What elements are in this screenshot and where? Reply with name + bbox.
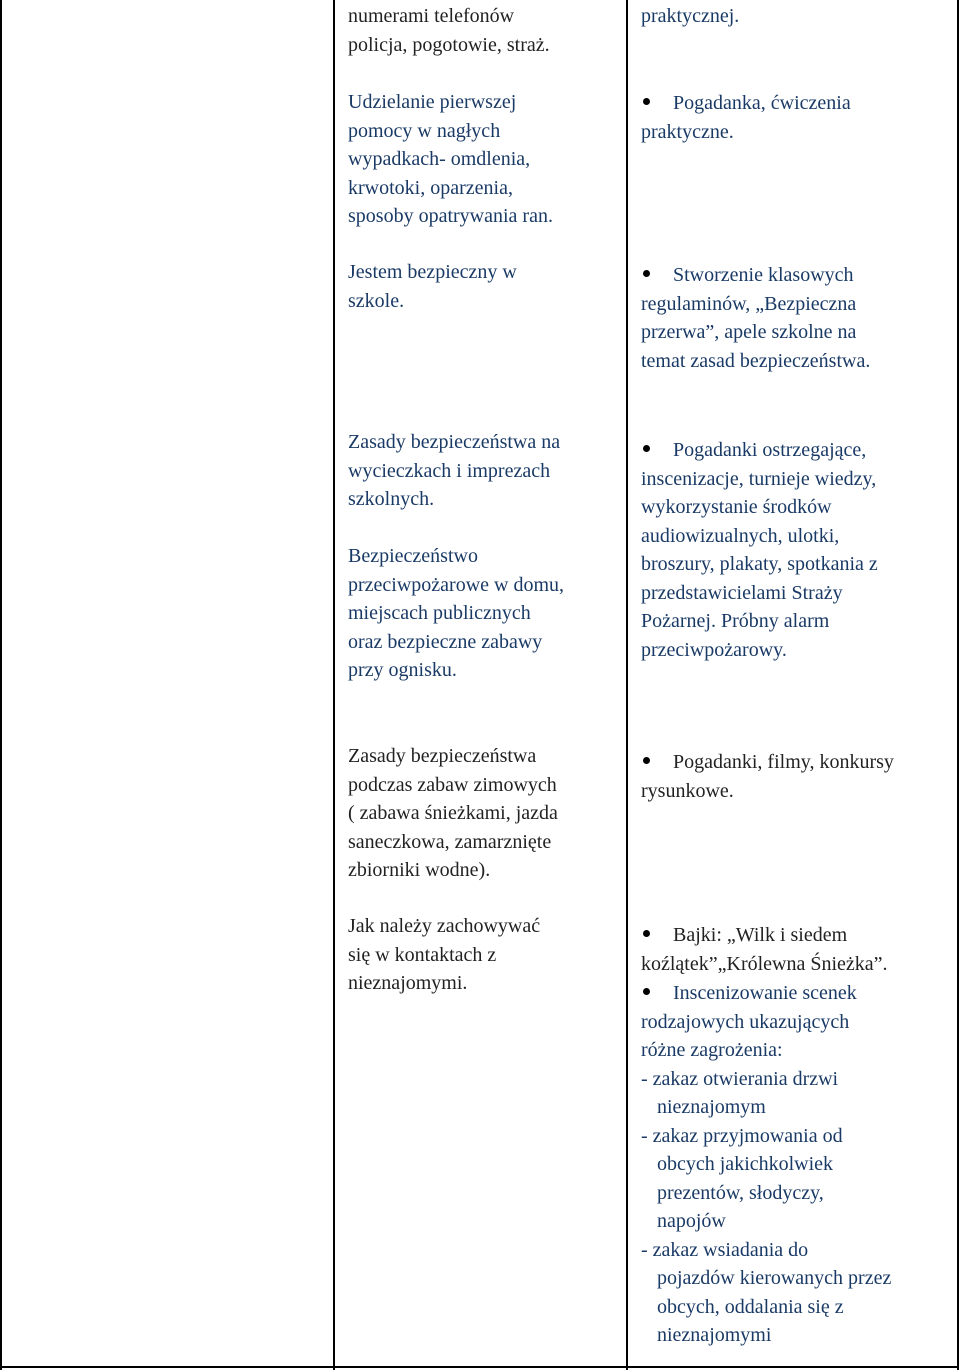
text-line: Pożarnej. Próbny alarm <box>641 610 830 632</box>
method-scenes <box>641 979 951 1350</box>
text-line: Stworzenie klasowych <box>673 264 854 286</box>
topic-strangers <box>348 912 618 998</box>
text-line: obcych jakichkolwiek <box>657 1153 834 1175</box>
text-line: Pogadanka, ćwiczenia <box>673 92 851 114</box>
text-line: różne zagrożenia: <box>641 1039 783 1061</box>
text-line: inscenizacje, turnieje wiedzy, <box>641 467 877 490</box>
text-line: przedstawicielami Straży <box>641 581 843 604</box>
text-line: Pogadanki, filmy, konkursy <box>673 751 894 773</box>
method-fire-drills <box>641 436 951 664</box>
topic-first-aid <box>348 88 618 231</box>
text-line: Zasady bezpieczeństwa <box>348 745 537 767</box>
text-line: przeciwpożarowe w domu, <box>348 573 565 596</box>
table-border-left <box>0 0 2 1370</box>
text-line: nieznajomym <box>657 1096 766 1118</box>
text-line: podczas zabaw zimowych <box>348 773 557 796</box>
text-line: rysunkowe. <box>641 779 734 802</box>
text-line: koźlątek”„Królewna Śnieżka”. <box>641 952 888 975</box>
rule-item <box>641 1122 951 1236</box>
text-line: prezentów, słodyczy, <box>657 1181 824 1204</box>
text-line: praktyczne. <box>641 120 734 143</box>
text-line: Bezpieczeństwo <box>348 545 478 567</box>
table-border-col1 <box>333 0 335 1370</box>
text-line: temat zasad bezpieczeństwa. <box>641 349 871 372</box>
text-line: rodzajowych ukazujących <box>641 1010 850 1033</box>
text-line: krwotoki, oparzenia, <box>348 176 513 199</box>
text-line: pomocy w nagłych <box>348 119 501 142</box>
text-line: miejscach publicznych <box>348 602 531 624</box>
topic-emergency-numbers <box>348 2 618 59</box>
table-border-right <box>957 0 959 1370</box>
text-line: szkole. <box>348 289 405 312</box>
text-line: wykorzystanie środków <box>641 496 832 518</box>
method-films-contests <box>641 748 951 805</box>
text-line: wypadkach- omdlenia, <box>348 148 531 170</box>
text-line: regulaminów, „Bezpieczna <box>641 292 857 315</box>
text-line: pojazdów kierowanych przez <box>657 1267 892 1289</box>
text-line: sposoby opatrywania ran. <box>348 205 553 227</box>
text-line: policja, pogotowie, straż. <box>348 33 550 56</box>
text-line: Bajki: „Wilk i siedem <box>673 924 848 946</box>
text-line: wycieczkach i imprezach <box>348 459 551 482</box>
text-line: Jak należy zachowywać <box>348 915 541 937</box>
rule-item <box>641 1236 951 1350</box>
text-line: Pogadanki ostrzegające, <box>673 439 867 461</box>
text-line: - zakaz wsiadania do <box>641 1238 809 1261</box>
topic-fire-safety <box>348 542 618 685</box>
method-talk-exercises <box>641 89 951 146</box>
method-class-rules <box>641 261 951 375</box>
text-line: Jestem bezpieczny w <box>348 261 517 283</box>
rule-item <box>641 1065 951 1122</box>
text-line: Inscenizowanie scenek <box>673 982 857 1004</box>
text-line: przeciwpożarowy. <box>641 638 787 661</box>
text-line: przy ognisku. <box>348 659 457 681</box>
method-practical <box>641 2 951 31</box>
table-border-col2 <box>626 0 628 1370</box>
text-line: praktycznej. <box>641 5 740 27</box>
text-line: się w kontaktach z <box>348 943 497 966</box>
text-line: nieznajomymi. <box>348 972 468 994</box>
text-line: oraz bezpieczne zabawy <box>348 630 543 653</box>
text-line: napojów <box>657 1210 726 1232</box>
text-line: Udzielanie pierwszej <box>348 91 517 113</box>
text-line: numerami telefonów <box>348 5 515 27</box>
text-line: ( zabawa śnieżkami, jazda <box>348 802 558 824</box>
text-line: saneczkowa, zamarznięte <box>348 830 552 853</box>
text-line: szkolnych. <box>348 488 435 510</box>
text-line: przerwa”, apele szkolne na <box>641 321 857 343</box>
topic-trip-safety <box>348 428 618 514</box>
text-line: - zakaz otwierania drzwi <box>641 1067 839 1090</box>
text-line: Zasady bezpieczeństwa na <box>348 431 561 453</box>
text-line: - zakaz przyjmowania od <box>641 1124 843 1147</box>
topic-winter-safety <box>348 742 618 885</box>
text-line: zbiorniki wodne). <box>348 859 491 881</box>
table-border-bottom <box>0 1366 959 1368</box>
method-fairy-tales <box>641 921 951 978</box>
text-line: obcych, oddalania się z <box>657 1295 844 1318</box>
text-line: broszury, plakaty, spotkania z <box>641 553 878 575</box>
topic-safe-at-school <box>348 258 618 315</box>
text-line: audiowizualnych, ulotki, <box>641 524 840 547</box>
text-line: nieznajomymi <box>657 1324 772 1346</box>
